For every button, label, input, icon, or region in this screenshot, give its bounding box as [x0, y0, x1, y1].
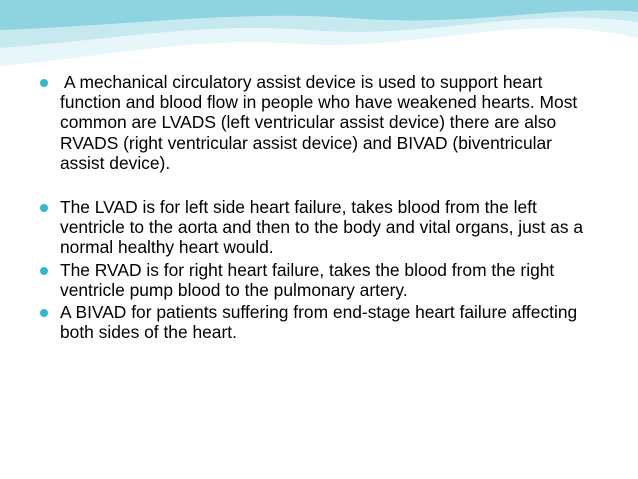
bullet-text: The LVAD is for left side heart failure, takes blood from the left ventricle to the aorta and then to the body and vital organs, just as a normal healthy heart would. — [60, 197, 584, 258]
circle-bullet-icon — [40, 267, 48, 275]
bullet-item — [36, 260, 596, 300]
bullet-item — [36, 197, 596, 258]
circle-bullet-icon — [40, 204, 48, 212]
bullet-item — [36, 72, 596, 173]
circle-bullet-icon — [40, 309, 48, 317]
bullet-list — [36, 72, 596, 342]
bullet-text: A BIVAD for patients suffering from end-stage heart failure affecting both sides of the heart. — [60, 302, 578, 343]
decorative-wave-header — [0, 0, 638, 80]
circle-bullet-icon — [40, 79, 48, 87]
bullet-item — [36, 302, 596, 342]
bullet-text: A mechanical circulatory assist device is used to support heart function and blood flow in people who have weakened hearts. Most common are LVADS (left ventricular assist device) there are also RVADS (right ventricular assist device) and BIVAD (biventricular assist device). — [60, 72, 578, 173]
bullet-text: The RVAD is for right heart failure, takes the blood from the right ventricle pump blood to the pulmonary artery. — [60, 259, 555, 300]
